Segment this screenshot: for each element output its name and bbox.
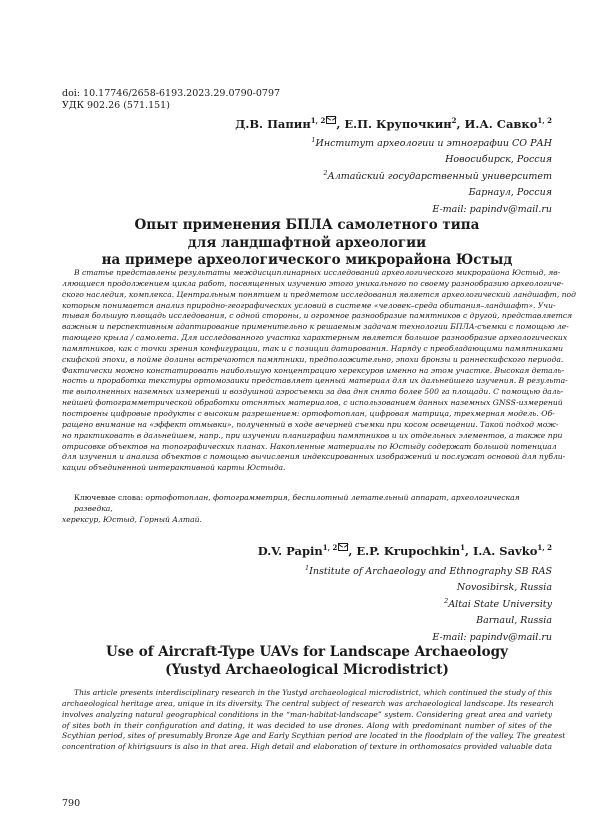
abstract-line: ращено внимание на «эффект отмывки», полученный в ходе вечерней съемки при косом освещении. Такой подход мож-	[62, 419, 559, 429]
en-author: D.V. Papin$^{1, 2}$ ,	[257, 543, 357, 558]
abstract-line: archaeological heritage area, unique in its diversity. The central subject of research was archaeological landscape. Its research	[62, 698, 554, 708]
keywords	[62, 493, 552, 526]
abstract-line: тывая большую площадь исследования, с одной стороны, и огромное разнообразие памятников с другой, представляется	[62, 311, 573, 321]
abstract-line: ляющиеся продолжением цикла работ, посвященных изучению этого уникального по своему разнообразию археологиче-	[62, 278, 564, 288]
abstract-line: отрисовке объектов на топографических планах. Накопленные материалы по Юстыду содержат большой потенциал	[62, 441, 557, 451]
keywords-label: Ключевые слова:	[74, 493, 144, 502]
abstract-line: скифской эпохи, в пойме долины встречаются памятники, предположительно, эпохи бронзы и раннескифского периода.	[62, 354, 564, 364]
affiliation-line: Barnaul, Russia	[476, 615, 552, 627]
affiliation-line: $^1$Institute of Archaeology and Ethnography SB RAS	[305, 564, 552, 578]
page-number: 790	[62, 798, 81, 809]
affiliation-line: $^1$Институт археологии и этнографии СО РАН	[311, 136, 552, 150]
abstract-line: памятников, как с точки зрения конфигурации, так и с позиции датирования. Наряду с преобладающими памятниками	[62, 343, 564, 353]
affiliation-line: $^2$Altai State University	[444, 596, 552, 611]
abstract-line: В статье представлены результаты междисциплинарных исследований археологического микрорайона Юстыд, яв-	[74, 268, 561, 277]
abstract-line: кации объединенной интерактивной карты Юстыда.	[62, 463, 286, 473]
doi: doi: 10.17746/2658-6193.2023.29.0790-0797	[62, 88, 281, 99]
abstract-line: тающего крыла / самолета. Для исследованного участка характерным является большое разнообразие археологических	[62, 333, 568, 343]
envelope-icon	[338, 543, 348, 551]
ru-title	[62, 217, 552, 270]
abstract-line: для изучения и анализа объектов с помощью вычисления индексированных изображений и послужат основой для публи-	[62, 452, 566, 462]
email-line: E-mail: papindv@mail.ru	[432, 203, 552, 215]
ru-author: Е.П. Крупочкин$^2$,	[344, 116, 465, 131]
abstract-line: нейшей фотограмметрической обработки отснятых материалов, с использованием данных наземных GNSS-измерений	[62, 398, 563, 408]
en-abstract	[62, 688, 566, 753]
abstract-line: которым понимается анализ природно-географических условий в системе «человек–среда обитания–ландшафт». Учи-	[62, 300, 556, 310]
ru-authors	[235, 116, 552, 131]
keywords-line: херексур, Юстыд, Горный Алтай.	[62, 514, 202, 524]
abstract-line: ность и проработка текстуры ортомозаики представляет ценный материал для их дальнейшего изучения. В результа-	[62, 376, 568, 386]
abstract-line: те выполненных наземных измерений и воздушной аэросъемки за два дня снято более 500 га площади. С помощью даль-	[62, 387, 564, 397]
en-author: I.A. Savko$^{1, 2}$	[472, 543, 552, 558]
ru-abstract	[62, 268, 576, 474]
ru-author: Д.В. Папин$^{1, 2}$ ,	[235, 116, 345, 131]
title-line: на примере археологического микрорайона Юстыд	[101, 252, 513, 268]
ru-affiliations	[311, 134, 552, 216]
abstract-line: но практиковать в дальнейшем, напр., при изучении планиграфии памятников и их отдельных элементов, а также при	[62, 430, 563, 440]
keywords-line: Ключевые слова: ортофотоплан, фотограмметрия, беспилотный летательный аппарат, археологическая разведка,	[74, 493, 520, 513]
en-authors	[258, 543, 552, 558]
abstract-line: involves analyzing natural geographical conditions in the “man-habitat-landscape” system. Considering great area and variety	[62, 709, 552, 719]
title-line: Use of Aircraft-Type UAVs for Landscape Archaeology	[106, 644, 508, 660]
email-line: E-mail: papindv@mail.ru	[432, 631, 552, 643]
abstract-line: Scythian period, sites of presumably Bronze Age and Early Scythian period are located in the floodplain of the valley. The greatest	[62, 731, 566, 741]
envelope-icon	[326, 116, 336, 124]
affiliation-line: Барнаул, Россия	[468, 187, 552, 199]
en-title	[62, 644, 552, 679]
abstract-line: важным и перспективным адаптирование применительно к решаемым задачам технологии БПЛА-съемки с помощью ле-	[62, 322, 569, 332]
abstract-line: concentration of khirigsuurs is also in that area. High detail and elaboration of texture in orthomosaics provided valuable data	[62, 742, 552, 752]
udk: УДК 902.26 (571.151)	[62, 100, 170, 111]
abstract-line: построены цифровые продукты с высоким разрешением: ортофотоплан, цифровая матрица, трехмерная модель. Об-	[62, 408, 555, 418]
ru-author: И.А. Савко$^{1, 2}$	[464, 116, 552, 131]
en-affiliations	[305, 562, 552, 644]
abstract-line: of sites both in their configuration and dating, it was decided to use drones. Along with predominant number of sites of the	[62, 720, 552, 730]
affiliation-line: $^2$Алтайский государственный университет	[323, 168, 552, 183]
title-line: Опыт применения БПЛА самолетного типа	[134, 217, 480, 233]
abstract-line: This article presents interdisciplinary research in the Yustyd archaeological microdistrict, which continued the study of this	[74, 688, 552, 697]
affiliation-line: Novosibirsk, Russia	[456, 582, 552, 594]
abstract-line: Фактически можно констатировать наибольшую концентрацию херексуров именно на этом участке. Высокая деталь-	[62, 365, 565, 375]
title-line: для ландшафтной археологии	[187, 234, 427, 251]
en-author: E.P. Krupochkin$^1$,	[356, 543, 473, 558]
abstract-line: ского наследия, комплекса. Центральным понятием и предметом исследования является археологический ландшафт, под	[62, 289, 576, 299]
title-line: (Yustyd Archaeological Microdistrict)	[165, 661, 449, 678]
affiliation-line: Новосибирск, Россия	[445, 154, 552, 166]
